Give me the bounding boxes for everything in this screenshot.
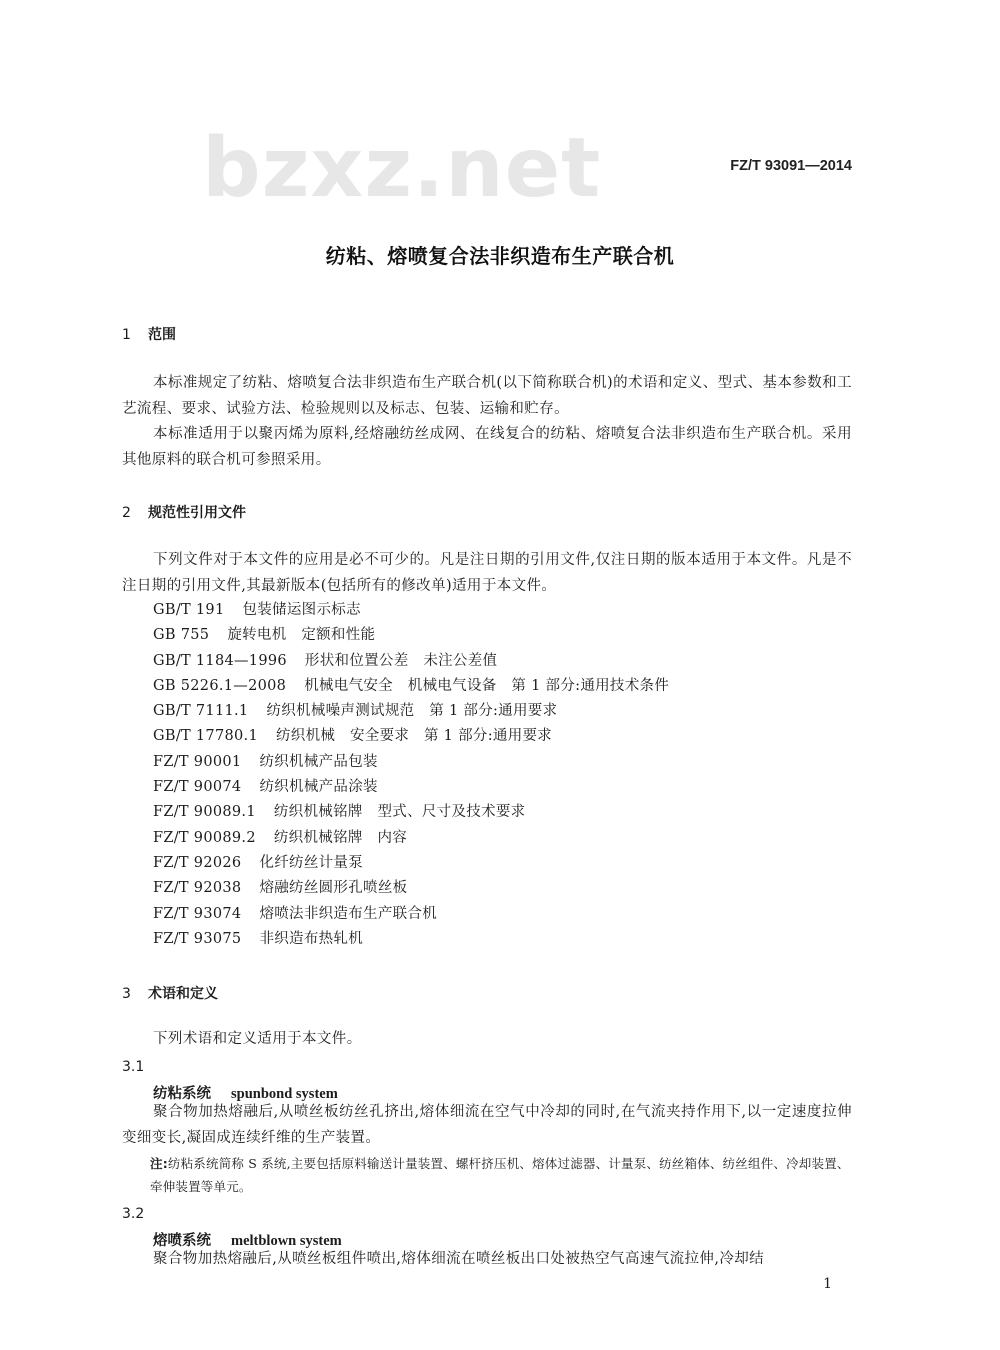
- reference-title: 包装储运图示标志: [242, 602, 361, 618]
- watermark: bzxz.net: [202, 121, 602, 216]
- reference-code: GB/T 17780.1: [153, 728, 258, 745]
- reference-item: [153, 927, 669, 952]
- note-label: 注:: [150, 1156, 168, 1171]
- reference-code: GB 755: [153, 627, 210, 644]
- reference-code: FZ/T 90089.2: [153, 829, 256, 846]
- term-number: 3.2: [122, 1206, 145, 1222]
- reference-item: [153, 775, 669, 800]
- scope-paragraph-1: 本标准规定了纺粘、熔喷复合法非织造布生产联合机(以下简称联合机)的术语和定义、型式、基本参数和工艺流程、要求、试验方法、检验规则以及标志、包装、运输和贮存。: [122, 375, 852, 417]
- reference-item: [153, 750, 669, 775]
- section-title: 术语和定义: [148, 986, 218, 1002]
- reference-item: [153, 826, 669, 851]
- reference-code: FZ/T 90074: [153, 779, 242, 796]
- reference-item: [153, 598, 669, 623]
- section-title: 范围: [148, 327, 176, 343]
- reference-item: [153, 902, 669, 927]
- reference-title: 机械电气安全 机械电气设备 第 1 部分:通用技术条件: [304, 677, 670, 694]
- page-number: 1: [823, 1276, 832, 1292]
- reference-title: 纺织机械产品涂装: [259, 779, 378, 796]
- document-title: 纺粘、熔喷复合法非织造布生产联合机: [325, 244, 675, 268]
- section-number: 2: [122, 505, 131, 521]
- reference-code: FZ/T 92026: [153, 854, 242, 871]
- reference-item: [153, 800, 669, 825]
- reference-code: FZ/T 93075: [153, 930, 242, 947]
- reference-item: [153, 623, 669, 648]
- reference-list: [153, 598, 669, 952]
- reference-title: 旋转电机 定额和性能: [227, 627, 376, 644]
- reference-title: 熔喷法非织造布生产联合机: [259, 905, 438, 922]
- section-heading-normative-references: [122, 502, 246, 522]
- reference-title: 纺织机械 安全要求 第 1 部分:通用要求: [275, 728, 553, 745]
- reference-title: 熔融纺丝圆形孔喷丝板: [259, 880, 408, 897]
- reference-item: [153, 851, 669, 876]
- reference-title: 化纤纺丝计量泵: [259, 854, 364, 871]
- term-chinese: 纺粘系统: [153, 1085, 211, 1102]
- term-english: meltblown system: [231, 1233, 342, 1249]
- scope-paragraph-2: 本标准适用于以聚丙烯为原料,经熔融纺丝成网、在线复合的纺粘、熔喷复合法非织造布生产联合机。采用其他原料的联合机可参照采用。: [122, 426, 852, 468]
- reference-code: FZ/T 92038: [153, 880, 242, 897]
- reference-title: 纺织机械铭牌 内容: [273, 829, 408, 846]
- section-number: 1: [122, 327, 131, 343]
- reference-item: [153, 649, 669, 674]
- reference-code: FZ/T 90089.1: [153, 804, 256, 821]
- term-definition: 聚合物加热熔融后,从喷丝板纺丝孔挤出,熔体细流在空气中冷却的同时,在气流夹持作用下,以一定速度拉伸变细变长,凝固成连续纤维的生产装置。: [122, 1104, 852, 1146]
- reference-code: GB 5226.1—2008: [153, 677, 287, 694]
- term-number: 3.1: [122, 1059, 145, 1075]
- reference-title: 非织造布热轧机: [259, 930, 364, 947]
- reference-title: 纺织机械产品包装: [259, 753, 378, 770]
- terms-intro: 下列术语和定义适用于本文件。: [153, 1031, 362, 1047]
- reference-title: 形状和位置公差 未注公差值: [304, 652, 498, 669]
- reference-title: 纺织机械噪声测试规范 第 1 部分:通用要求: [266, 703, 558, 720]
- note-text: 纺粘系统简称 S 系统,主要包括原料输送计量装置、螺杆挤压机、熔体过滤器、计量泵、纺丝箱体、纺丝组件、冷却装置、牵伸装置等单元。: [150, 1156, 850, 1194]
- section-heading-terms: [122, 983, 218, 1003]
- reference-item: [153, 674, 669, 699]
- reference-code: GB/T 191: [153, 602, 225, 618]
- reference-title: 纺织机械铭牌 型式、尺寸及技术要求: [273, 804, 526, 821]
- term-definition: 聚合物加热熔融后,从喷丝板组件喷出,熔体细流在喷丝板出口处被热空气高速气流拉伸,冷却结: [153, 1251, 765, 1267]
- term-chinese: 熔喷系统: [153, 1232, 211, 1249]
- reference-code: FZ/T 93074: [153, 905, 242, 922]
- section-title: 规范性引用文件: [148, 505, 246, 521]
- section-heading-scope: [122, 324, 176, 344]
- standard-code: FZ/T 93091—2014: [730, 158, 852, 174]
- reference-item: [153, 699, 669, 724]
- reference-code: GB/T 7111.1: [153, 703, 249, 720]
- reference-code: FZ/T 90001: [153, 753, 242, 770]
- reference-item: [153, 724, 669, 749]
- section-number: 3: [122, 986, 131, 1002]
- references-intro: 下列文件对于本文件的应用是必不可少的。凡是注日期的引用文件,仅注日期的版本适用于本文件。凡是不注日期的引用文件,其最新版本(包括所有的修改单)适用于本文件。: [122, 552, 852, 594]
- term-english: spunbond system: [231, 1086, 338, 1102]
- reference-item: [153, 876, 669, 901]
- reference-code: GB/T 1184—1996: [153, 652, 287, 669]
- term-note: [150, 1152, 853, 1198]
